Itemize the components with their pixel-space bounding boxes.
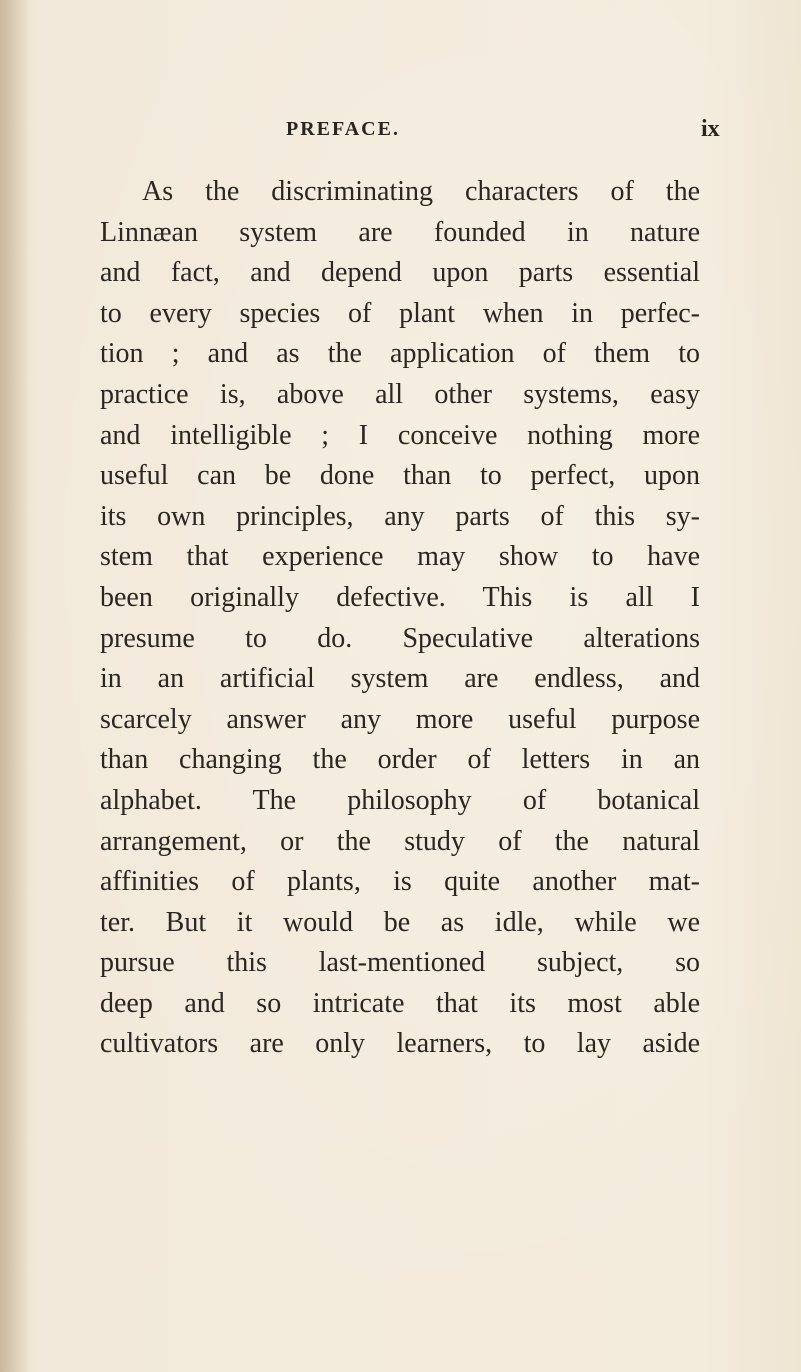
text-line: alphabet. The philosophy of botanical — [100, 784, 700, 816]
body-paragraph — [100, 172, 700, 1065]
text-line: stem that experience may show to have — [100, 541, 700, 573]
text-line: and fact, and depend upon parts essential — [100, 257, 700, 289]
text-line: deep and so intricate that its most able — [100, 987, 700, 1019]
text-line: pursue this last-mentioned subject, so — [100, 947, 700, 979]
running-head — [0, 118, 801, 148]
text-line: useful can be done than to perfect, upon — [100, 460, 700, 492]
text-line: ter. But it would be as idle, while we — [100, 906, 700, 938]
page-gutter-shadow — [0, 0, 30, 1372]
running-title: PREFACE. — [286, 118, 400, 140]
text-line: affinities of plants, is quite another mat- — [100, 866, 700, 898]
text-line: As the discriminating characters of the — [142, 176, 700, 207]
text-line: cultivators are only learners, to lay aside — [100, 1028, 700, 1060]
text-line: Linnæan system are founded in nature — [100, 216, 700, 248]
text-line: to every species of plant when in perfec- — [100, 297, 700, 329]
text-line: presume to do. Speculative alterations — [100, 622, 700, 654]
text-line: tion ; and as the application of them to — [100, 338, 700, 370]
text-line: and intelligible ; I conceive nothing more — [100, 419, 700, 451]
text-line: practice is, above all other systems, easy — [100, 378, 700, 410]
page-number: ix — [701, 116, 720, 142]
text-line: arrangement, or the study of the natural — [100, 825, 700, 857]
text-line: been originally defective. This is all I — [100, 581, 700, 613]
text-line: scarcely answer any more useful purpose — [100, 703, 700, 735]
text-line: its own principles, any parts of this sy- — [100, 500, 700, 532]
text-line: in an artificial system are endless, and — [100, 663, 700, 695]
text-line: than changing the order of letters in an — [100, 744, 700, 776]
